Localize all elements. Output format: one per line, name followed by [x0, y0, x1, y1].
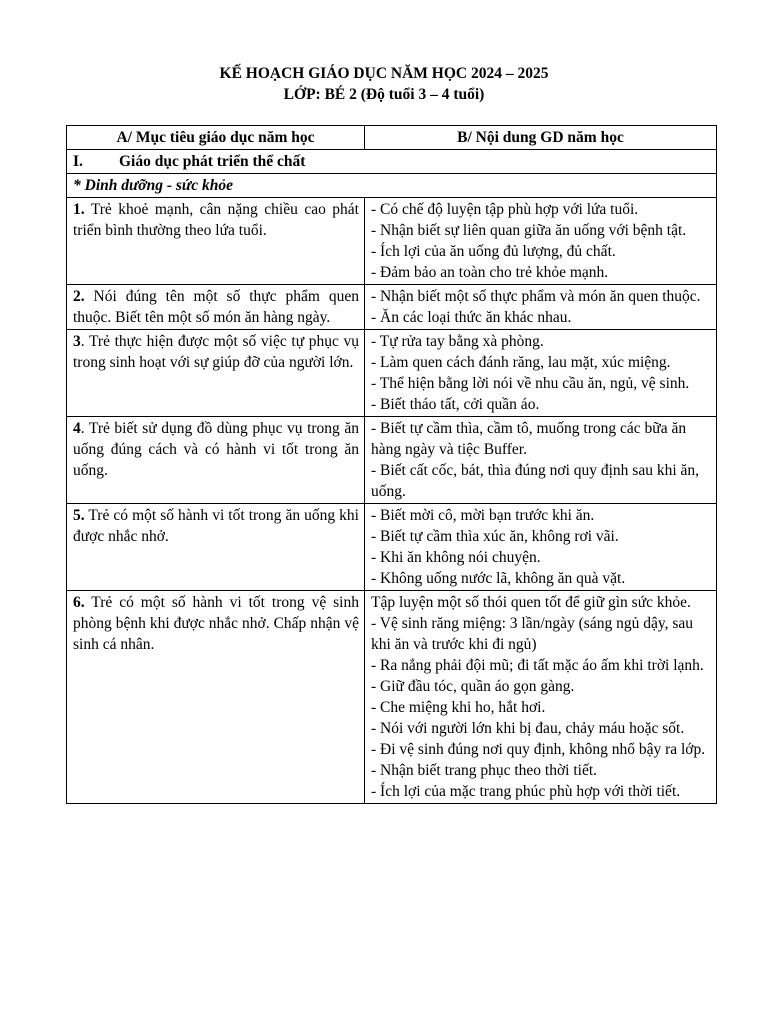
- content-item: - Đảm bảo an toàn cho trẻ khỏe mạnh.: [371, 264, 609, 281]
- class-subtitle: LỚP: BÉ 2 (Độ tuổi 3 – 4 tuổi): [283, 86, 485, 103]
- content-item: - Tự rửa tay bằng xà phòng.: [371, 333, 544, 350]
- content-item: - Biết tự cầm thìa, cầm tô, muống trong các bữa ăn hàng ngày và tiệc Buffer.: [371, 420, 687, 458]
- table-row: [67, 198, 717, 285]
- content-item: Tập luyện một số thói quen tốt để giữ gìn sức khỏe.: [371, 594, 691, 611]
- table-row: [67, 330, 717, 417]
- section-cell: [67, 150, 717, 174]
- goal-number: 1.: [73, 201, 85, 218]
- content-item: - Biết mời cô, mời bạn trước khi ăn.: [371, 507, 595, 524]
- goal-text: . Trẻ thực hiện được một số việc tự phục vụ trong sinh hoạt với sự giúp đỡ của người lớn.: [73, 333, 359, 371]
- section-row: [67, 150, 717, 174]
- goal-text: Trẻ có một số hành vi tốt trong vệ sinh phòng bệnh khi được nhắc nhở. Chấp nhận vệ sinh cá nhân.: [73, 594, 359, 653]
- content-item: - Nhận biết trang phục theo thời tiết.: [371, 762, 597, 779]
- goal-cell: [67, 285, 365, 330]
- goal-text: Nói đúng tên một số thực phẩm quen thuộc. Biết tên một số món ăn hàng ngày.: [73, 288, 359, 326]
- content-cell: [365, 504, 717, 591]
- goal-text: Trẻ có một số hành vi tốt trong ăn uống khi được nhắc nhở.: [73, 507, 359, 545]
- goal-cell: [67, 504, 365, 591]
- content-item: - Ích lợi của ăn uống đủ lượng, đủ chất.: [371, 243, 616, 260]
- goal-cell: [67, 330, 365, 417]
- goal-number: 3: [73, 333, 81, 350]
- content-item: - Biết tháo tất, cởi quần áo.: [371, 396, 540, 413]
- content-cell: [365, 330, 717, 417]
- column-header-contents: B/ Nội dung GD năm học: [365, 126, 717, 150]
- content-item: - Nói với người lớn khi bị đau, chảy máu hoặc sốt.: [371, 720, 685, 737]
- subsection-title: * Dinh dưỡng - sức khỏe: [67, 174, 717, 198]
- document-title: KẾ HOẠCH GIÁO DỤC NĂM HỌC 2024 – 2025: [219, 65, 549, 82]
- content-item: - Làm quen cách đánh răng, lau mặt, xúc miệng.: [371, 354, 671, 371]
- goal-text: Trẻ khoẻ mạnh, cân nặng chiều cao phát triển bình thường theo lứa tuổi.: [73, 201, 359, 239]
- table-header-row: [67, 126, 717, 150]
- goal-cell: [67, 591, 365, 804]
- content-cell: [365, 591, 717, 804]
- content-item: - Có chế độ luyện tập phù hợp với lứa tuổi.: [371, 201, 639, 218]
- content-item: - Vệ sinh răng miệng: 3 lần/ngày (sáng ngủ dậy, sau khi ăn và trước khi đi ngủ): [371, 615, 693, 653]
- content-item: - Biết tự cầm thìa xúc ăn, không rơi vãi.: [371, 528, 619, 545]
- content-item: - Biết cất cốc, bát, thìa đúng nơi quy định sau khi ăn, uống.: [371, 462, 700, 500]
- goal-cell: [67, 417, 365, 504]
- content-cell: [365, 198, 717, 285]
- content-item: - Ích lợi của mặc trang phúc phù hợp với thời tiết.: [371, 783, 681, 800]
- content-item: - Không uống nước lã, không ăn quà vặt.: [371, 570, 626, 587]
- content-item: - Đi vệ sinh đúng nơi quy định, không nhổ bậy ra lớp.: [371, 741, 706, 758]
- content-cell: [365, 285, 717, 330]
- content-item: - Ra nắng phải đội mũ; đi tất mặc áo ấm khi trời lạnh.: [371, 657, 704, 674]
- goal-text: . Trẻ biết sử dụng đồ dùng phục vụ trong ăn uống đúng cách và có hành vi tốt trong ăn uống.: [73, 420, 359, 479]
- content-cell: [365, 417, 717, 504]
- content-item: - Nhận biết sự liên quan giữa ăn uống với bệnh tật.: [371, 222, 687, 239]
- content-item: - Giữ đầu tóc, quần áo gọn gàng.: [371, 678, 575, 695]
- subsection-row: [67, 174, 717, 198]
- table-row: [67, 504, 717, 591]
- goal-number: 4: [73, 420, 81, 437]
- content-item: - Che miệng khi ho, hắt hơi.: [371, 699, 546, 716]
- content-item: - Nhận biết một số thực phẩm và món ăn quen thuộc.: [371, 288, 701, 305]
- section-title: Giáo dục phát triển thể chất: [119, 153, 306, 170]
- column-header-goals: A/ Mục tiêu giáo dục năm học: [67, 126, 365, 150]
- content-item: - Khi ăn không nói chuyện.: [371, 549, 541, 566]
- table-row: [67, 417, 717, 504]
- goal-number: 6.: [73, 594, 85, 611]
- content-item: - Thể hiện bằng lời nói về nhu cầu ăn, ngủ, vệ sinh.: [371, 375, 690, 392]
- goal-number: 5.: [73, 507, 85, 524]
- table-row: [67, 285, 717, 330]
- table-row: [67, 591, 717, 804]
- goal-number: 2.: [73, 288, 85, 305]
- section-number: I.: [73, 153, 83, 170]
- content-item: - Ăn các loại thức ăn khác nhau.: [371, 309, 572, 326]
- education-plan-table: [66, 125, 717, 804]
- goal-cell: [67, 198, 365, 285]
